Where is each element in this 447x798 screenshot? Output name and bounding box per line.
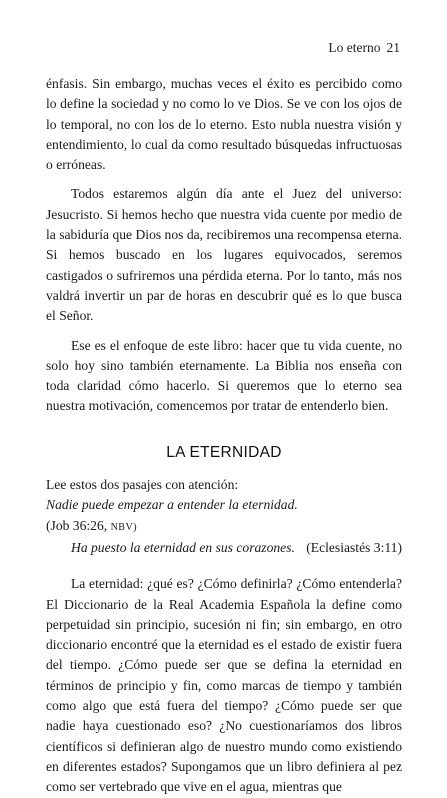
body-text xyxy=(46,74,402,798)
paragraph-2: Todos estaremos algún día ante el Juez del universo: Jesucristo. Si hemos hecho que nuestra vida cuente por medio de la sabiduría que Dios nos da, recibiremos una recompensa eterna. Si hemos buscado en los lugares equivocados, seremos castigados o sufriremos una pérdida eterna. Por lo tanto, más nos valdrá invertir un par de horas en descubrir qué es lo que busca el Señor. xyxy=(46,186,402,324)
quote-1-reference xyxy=(46,516,402,538)
quote-1-version: NBV) xyxy=(110,521,138,533)
paragraph-3: Ese es el enfoque de este libro: hacer que tu vida cuente, no solo hoy sino también eternamente. La Biblia nos enseña con toda claridad cómo hacerlo. Si queremos que lo eterno sea nuestra motivación, comencemos por tratar de entenderlo bien. xyxy=(46,337,402,414)
paragraph-1: énfasis. Sin embargo, muchas veces el éxito es percibido como lo define la sociedad y no como lo ve Dios. Se ve con los ojos de lo temporal, no con los de lo eterno. Esto nubla nuestra visión y entendimiento, lo cual da como resultado búsquedas infructuosas o erróneas. xyxy=(46,76,402,173)
section-heading: LA ETERNIDAD xyxy=(166,443,282,461)
quote-intro: Lee estos dos pasajes con atención: xyxy=(46,477,239,493)
quote-2-text: Ha puesto la eternidad en sus corazones. xyxy=(71,539,295,555)
quote-2-reference: (Eclesiastés 3:11) xyxy=(306,539,402,555)
running-header xyxy=(328,40,400,56)
quote-1-ref: (Job 36:26, xyxy=(46,517,108,533)
paragraph-4: La eternidad: ¿qué es? ¿Cómo definirla? ¿Cómo entenderla? El Diccionario de la Real Academia Española la define como perpetuidad sin principio, sucesión ni fin; sin embargo, en otro diccionario encontré que la eternidad es el estado de existir fuera del tiempo. ¿Cómo puede ser que se defina la eternidad en términos de principio y fin, como marcas de tiempo y también como algo que está fuera del tiempo? ¿Cómo puede ser que nadie haya cuestionado eso? ¿No cuestionaríamos dos libros científicos si definieran algo de nuestro mundo como existiendo en diferentes estados? Supongamos que un libro definiera al pez como ser vertebrado que vive en el agua, mientras que xyxy=(46,576,402,795)
quote-2 xyxy=(71,538,402,558)
page-number: 21 xyxy=(386,40,400,55)
quote-1-text: Nadie puede empezar a entender la eternidad. xyxy=(46,497,298,513)
header-title: Lo eterno xyxy=(328,40,381,55)
